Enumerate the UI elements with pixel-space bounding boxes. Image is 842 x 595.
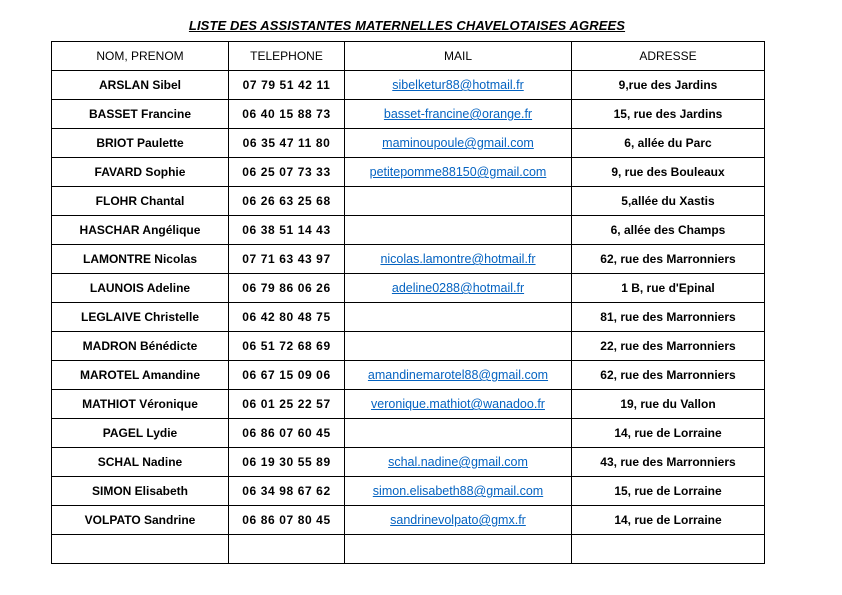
email-link[interactable]: schal.nadine@gmail.com	[388, 455, 528, 469]
table-row	[52, 71, 765, 100]
cell-address: 1 B, rue d'Epinal	[572, 274, 765, 303]
cell-name: SCHAL Nadine	[52, 448, 229, 477]
table-row	[52, 274, 765, 303]
table-row	[52, 361, 765, 390]
cell-phone	[229, 535, 345, 564]
header-address: ADRESSE	[572, 42, 765, 71]
cell-phone: 07 71 63 43 97	[229, 245, 345, 274]
cell-name: FLOHR Chantal	[52, 187, 229, 216]
cell-phone: 06 25 07 73 33	[229, 158, 345, 187]
cell-phone: 06 26 63 25 68	[229, 187, 345, 216]
cell-address: 22, rue des Marronniers	[572, 332, 765, 361]
email-link[interactable]: nicolas.lamontre@hotmail.fr	[380, 252, 536, 266]
cell-phone: 06 67 15 09 06	[229, 361, 345, 390]
table-row	[52, 245, 765, 274]
email-link[interactable]: petitepomme88150@gmail.com	[369, 165, 547, 179]
cell-name: LAUNOIS Adeline	[52, 274, 229, 303]
cell-name: FAVARD Sophie	[52, 158, 229, 187]
cell-address: 5,allée du Xastis	[572, 187, 765, 216]
cell-address: 19, rue du Vallon	[572, 390, 765, 419]
cell-name: PAGEL Lydie	[52, 419, 229, 448]
cell-mail	[345, 477, 572, 506]
table-row	[52, 506, 765, 535]
cell-mail	[345, 216, 572, 245]
cell-phone: 06 34 98 67 62	[229, 477, 345, 506]
cell-name: LEGLAIVE Christelle	[52, 303, 229, 332]
cell-address: 62, rue des Marronniers	[572, 245, 765, 274]
email-link[interactable]: maminoupoule@gmail.com	[382, 136, 534, 150]
cell-name: VOLPATO Sandrine	[52, 506, 229, 535]
cell-address: 14, rue de Lorraine	[572, 419, 765, 448]
cell-name: BASSET Francine	[52, 100, 229, 129]
cell-phone: 06 86 07 60 45	[229, 419, 345, 448]
cell-phone: 06 51 72 68 69	[229, 332, 345, 361]
cell-mail	[345, 419, 572, 448]
cell-phone: 06 19 30 55 89	[229, 448, 345, 477]
cell-mail	[345, 129, 572, 158]
cell-mail	[345, 303, 572, 332]
cell-address: 6, allée du Parc	[572, 129, 765, 158]
table-row	[52, 390, 765, 419]
cell-mail	[345, 535, 572, 564]
cell-phone: 06 38 51 14 43	[229, 216, 345, 245]
assistants-table	[51, 41, 765, 564]
cell-mail	[345, 332, 572, 361]
cell-name: MAROTEL Amandine	[52, 361, 229, 390]
table-row	[52, 100, 765, 129]
cell-address: 14, rue de Lorraine	[572, 506, 765, 535]
cell-name: MADRON Bénédicte	[52, 332, 229, 361]
email-link[interactable]: adeline0288@hotmail.fr	[391, 281, 525, 295]
header-mail: MAIL	[345, 42, 572, 71]
table-row	[52, 187, 765, 216]
cell-name: HASCHAR Angélique	[52, 216, 229, 245]
cell-name: BRIOT Paulette	[52, 129, 229, 158]
cell-mail	[345, 187, 572, 216]
cell-phone: 06 01 25 22 57	[229, 390, 345, 419]
email-link[interactable]: simon.elisabeth88@gmail.com	[372, 484, 544, 498]
cell-mail	[345, 71, 572, 100]
cell-name: SIMON Elisabeth	[52, 477, 229, 506]
cell-address: 15, rue de Lorraine	[572, 477, 765, 506]
cell-address	[572, 535, 765, 564]
cell-mail	[345, 390, 572, 419]
cell-phone: 06 35 47 11 80	[229, 129, 345, 158]
cell-mail	[345, 448, 572, 477]
cell-name: ARSLAN Sibel	[52, 71, 229, 100]
cell-mail	[345, 158, 572, 187]
cell-mail	[345, 245, 572, 274]
header-phone: TELEPHONE	[229, 42, 345, 71]
cell-mail	[345, 506, 572, 535]
email-link[interactable]: basset-francine@orange.fr	[383, 107, 533, 121]
table-row	[52, 216, 765, 245]
cell-address: 9,rue des Jardins	[572, 71, 765, 100]
cell-phone: 06 40 15 88 73	[229, 100, 345, 129]
cell-address: 9, rue des Bouleaux	[572, 158, 765, 187]
email-link[interactable]: veronique.mathiot@wanadoo.fr	[371, 397, 545, 411]
cell-mail	[345, 361, 572, 390]
cell-name	[52, 535, 229, 564]
table-row	[52, 129, 765, 158]
table-row	[52, 158, 765, 187]
cell-phone: 07 79 51 42 11	[229, 71, 345, 100]
cell-name: LAMONTRE Nicolas	[52, 245, 229, 274]
table-row	[52, 477, 765, 506]
cell-address: 62, rue des Marronniers	[572, 361, 765, 390]
cell-phone: 06 42 80 48 75	[229, 303, 345, 332]
table-row	[52, 303, 765, 332]
table-body	[52, 71, 765, 564]
cell-mail	[345, 100, 572, 129]
header-name: NOM, PRENOM	[52, 42, 229, 71]
table-row	[52, 332, 765, 361]
email-link[interactable]: sandrinevolpato@gmx.fr	[390, 513, 526, 527]
cell-address: 43, rue des Marronniers	[572, 448, 765, 477]
email-link[interactable]: amandinemarotel88@gmail.com	[367, 368, 549, 382]
email-link[interactable]: sibelketur88@hotmail.fr	[392, 78, 524, 92]
cell-address: 15, rue des Jardins	[572, 100, 765, 129]
cell-name: MATHIOT Véronique	[52, 390, 229, 419]
table-row	[52, 419, 765, 448]
cell-phone: 06 86 07 80 45	[229, 506, 345, 535]
table-header-row	[52, 42, 765, 71]
cell-address: 81, rue des Marronniers	[572, 303, 765, 332]
cell-address: 6, allée des Champs	[572, 216, 765, 245]
cell-phone: 06 79 86 06 26	[229, 274, 345, 303]
cell-mail	[345, 274, 572, 303]
table-row	[52, 448, 765, 477]
table-row	[52, 535, 765, 564]
page-title: LISTE DES ASSISTANTES MATERNELLES CHAVELOTAISES AGREES	[188, 18, 626, 33]
